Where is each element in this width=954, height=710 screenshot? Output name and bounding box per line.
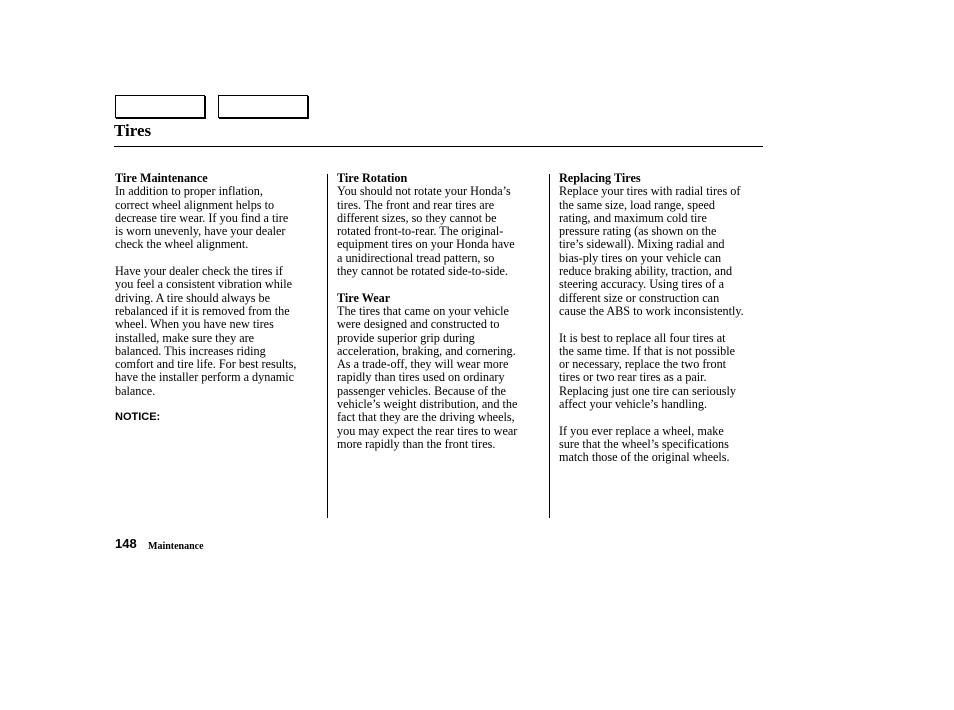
notice-label: NOTICE: [115,411,161,424]
page-number: 148 [115,536,137,551]
paragraph-wear: The tires that came on your vehicle were designed and constructed to provide superior grip during acceleration, braking, and cornering. As a trade-off, they will wear more rapidly than tires used on ordinary passenger vehicles. Because of the vehicle’s weight distribution, and the fact that they are the driving wheels, you may expect the rear tires to wear more rapidly than the front tires. [337,303,518,451]
paragraph-alignment: In addition to proper inflation, correct wheel alignment helps to decrease tire wear. If you find a tire is worn unevenly, have your dealer check the wheel alignment. [115,184,289,252]
heading-tire-rotation: Tire Rotation [337,171,408,185]
section-label: Maintenance [148,541,204,552]
heading-tire-wear: Tire Wear [337,290,391,305]
paragraph-rotation: You should not rotate your Honda’s tires. The front and rear tires are different sizes, so they cannot be rotated front-to-rear. The original- equipment tires on your Honda have a unidirectional tread pattern, so they cannot be rotated side-to-side. [337,184,515,279]
paragraph-replace-all-four: It is best to replace all four tires at the same time. If that is not possible or necessary, replace the two front tires or two rear tires as a pair. Replacing just one tire can seriously affect your vehicle’s handling. [559,330,737,412]
column-tire-maintenance [115,172,325,425]
heading-replacing-tires: Replacing Tires [559,171,641,185]
paragraph-balancing: Have your dealer check the tires if you feel a consistent vibration while driving. A tire should always be rebalanced if it is removed from the wheel. When you have new tires installed, make sure they are balanced. This increases riding comfort and tire life. For best results, have the installer perform a dynamic balance. [115,264,297,398]
paragraph-replace-radial: Replace your tires with radial tires of the same size, load range, speed rating, and maximum cold tire pressure rating (as shown on the tire’s sidewall). Mixing radial and bias-ply tires on your vehicle can reduce braking ability, traction, and steering accuracy. Using tires of a different size or construction can cause the ABS to work inconsistently. [559,184,744,318]
page-title: Tires [114,121,152,140]
column-replacing-tires [559,172,769,478]
column-divider [549,174,550,518]
nav-button-next[interactable] [218,95,308,118]
nav-button-previous[interactable] [115,95,205,118]
column-divider [327,174,328,518]
title-rule [114,146,763,147]
heading-tire-maintenance: Tire Maintenance [115,171,208,185]
paragraph-replace-wheel: If you ever replace a wheel, make sure that the wheel’s specifications match those of the original wheels. [559,423,730,465]
column-tire-rotation-wear [337,172,547,465]
